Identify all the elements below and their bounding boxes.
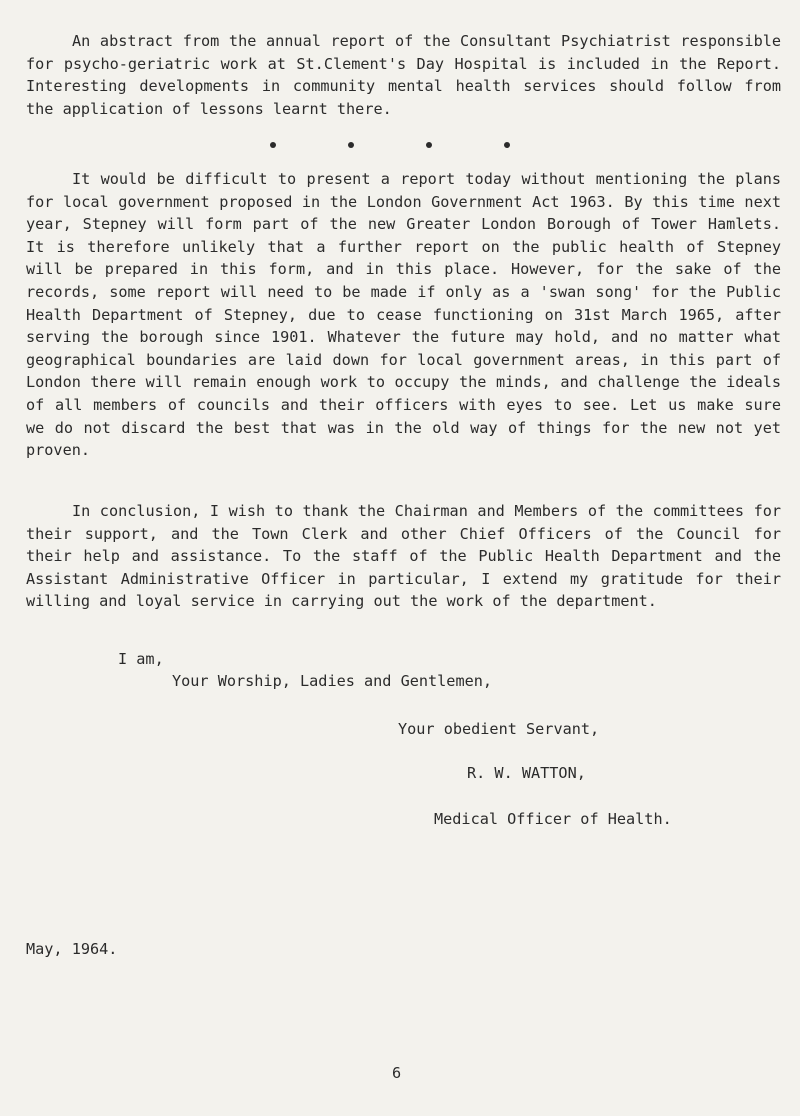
section-separator: [270, 132, 510, 148]
page-number: 6: [392, 1064, 402, 1082]
closing-servant: Your obedient Servant,: [398, 720, 600, 738]
separator-dot: [270, 142, 276, 148]
signatory-name: R. W. WATTON,: [467, 764, 586, 782]
closing-i-am: I am,: [118, 650, 164, 668]
body-paragraph-local-government: It would be difficult to present a report today without mentioning the plans for local government proposed in the London Government Act 1963. By this time next year, Stepney will form part of the new Greater London Borough of Tower Hamlets. It is therefore unlikely that a further report on the public health of Stepney will be prepared in this form, and in this place. However, for the sake of the records, some report will need to be made if only as a 'swan song' for the Public Health Department of Stepney, due to cease functioning on 31st March 1965, after serving the borough since 1901. Whatever the future may hold, and no matter what geographical boundaries are laid down for local government areas, in this part of London there will remain enough work to occupy the minds, and challenge the ideals of all members of councils and their officers with eyes to see. Let us make sure we do not discard the best that was in the old way of things for the new not yet proven.: [26, 170, 781, 460]
report-date: May, 1964.: [26, 940, 118, 958]
body-paragraph-conclusion: In conclusion, I wish to thank the Chairman and Members of the committees for their support, and the Town Clerk and other Chief Officers of the Council for their help and assistance. To the staff of the Public Health Department and the Assistant Administrative Officer in particular, I extend my gratitude for their willing and loyal service in carrying out the work of the department.: [26, 502, 781, 611]
closing-salutation: Your Worship, Ladies and Gentlemen,: [172, 672, 493, 690]
separator-dot: [348, 142, 354, 148]
separator-dot: [504, 142, 510, 148]
separator-dot: [426, 142, 432, 148]
abstract-paragraph: An abstract from the annual report of the Consultant Psychiatrist responsible for psycho-geriatric work at St.Clement's Day Hospital is included in the Report. Interesting developments in community mental health services should follow from the application of lessons learnt there.: [26, 32, 781, 118]
signatory-title: Medical Officer of Health.: [434, 810, 672, 828]
